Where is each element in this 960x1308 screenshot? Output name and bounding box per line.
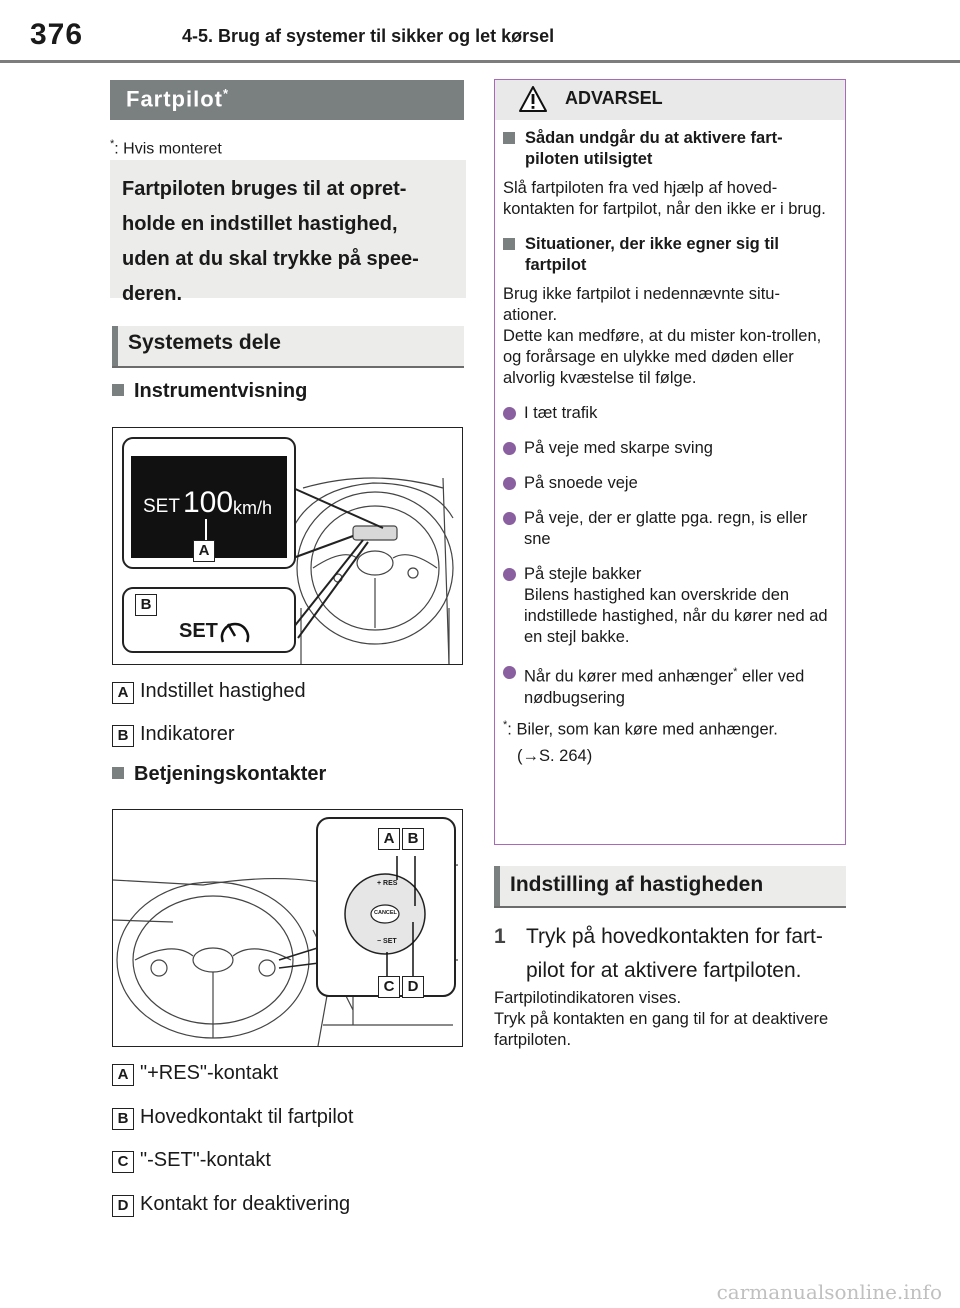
set-label: − SET [377,938,397,945]
legend-text: "-SET"-kontakt [140,1149,271,1171]
indicator-set-text: SET [179,620,218,642]
display-callout-line [205,519,207,541]
situation-note: Bilens hastighed kan overskride den indstillede hastighed, når du kører ned ad en stejl bakke. [524,586,828,646]
callout-b: B [402,828,424,850]
warning-header [495,80,845,120]
situation-text: På snoede veje [524,474,638,492]
callout-c: C [378,976,400,998]
situation-item [503,662,833,709]
page-reference: (→S. 264) [517,747,593,765]
step-line: pilot for at aktivere fartpiloten. [526,959,802,982]
intro-box [110,160,466,305]
instrument-figure [112,427,463,665]
situation-text-rest: eller ved nødbugsering [524,667,805,707]
intro-line: uden at du skal trykke på spee- [122,248,419,270]
page-number: 376 [30,18,84,51]
step-note-line: Tryk på kontakten en gang til for at deaktivere fartpiloten. [494,1010,829,1049]
square-bullet-icon [503,238,515,250]
step-number: 1 [494,925,506,948]
legend-text: Indikatorer [140,723,235,745]
legend-badge: C [112,1151,134,1173]
situation-text: På stejle bakker [524,565,642,583]
section-title: 4-5. Brug af systemer til sikker og let kørsel [182,26,555,46]
speed-section-title: Indstilling af hastigheden [510,873,764,896]
warning-subheading-text: Situationer, der ikke egner sig til fartpilot [525,235,779,274]
callout-b: B [135,594,157,616]
square-bullet-icon [112,384,124,396]
switch-heading-text: Betjeningskontakter [134,763,327,785]
warning-subheading-text: Sådan undgår du at aktivere fart-piloten utilsigtet [525,129,783,168]
intro-line: deren. [122,283,183,305]
legend-item [112,723,235,747]
instrument-illustration [113,428,462,664]
steering-wheel-drawing [293,478,453,664]
warning-body [503,128,833,767]
circle-bullet-icon [503,512,516,525]
situation-footnote-mark: * [733,666,738,678]
situation-item [503,473,833,494]
circle-bullet-icon [503,568,516,581]
warning-title: ADVARSEL [565,88,663,108]
header-divider [0,60,960,63]
instrument-heading [112,380,307,403]
step-1 [494,920,854,988]
parts-section-header [112,326,464,368]
footnote-mark: * [503,718,508,731]
situation-text: Når du kører med anhænger [524,667,734,686]
legend-text: Kontakt for deaktivering [140,1193,351,1215]
callout-d: D [402,976,424,998]
footnote-mark: * [110,138,115,150]
warning-paragraph: Dette kan medføre, at du mister kon-trollen, og forårsage en ulykke med døden eller alvorlig kvæstelse til følge. [503,327,822,387]
instrument-heading-text: Instrumentvisning [134,380,308,402]
display-set-text: SET [143,496,180,517]
footnote-text: : Hvis monteret [114,140,222,158]
legend-badge: B [112,1108,134,1130]
circle-bullet-icon [503,477,516,490]
step-note [494,988,844,1051]
warning-paragraph: Slå fartpiloten fra ved hjælp af hoved-kontakten for fartpilot, når den ikke er i brug. [503,179,826,218]
intro-line: Fartpiloten bruges til at opret- [122,178,407,200]
circle-bullet-icon [503,442,516,455]
legend-text: "+RES"-kontakt [140,1062,279,1084]
warning-paragraph: Brug ikke fartpilot i nedennævnte situ-ationer. [503,285,780,324]
legend-text: Hovedkontakt til fartpilot [140,1106,354,1128]
step-note-line: Fartpilotindikatoren vises. [494,989,682,1007]
callout-a: A [378,828,400,850]
warning-box [494,79,846,845]
callout-a: A [193,540,215,562]
page-title-text: Fartpilot [126,86,223,112]
intro-line: holde en indstillet hastighed, [122,213,398,235]
parts-section-title: Systemets dele [128,331,281,354]
display-unit-text: km/h [233,498,273,518]
legend-badge: D [112,1195,134,1217]
legend-item [112,1106,353,1130]
square-bullet-icon [503,132,515,144]
circle-bullet-icon [503,666,516,679]
warning-subheading [503,234,833,276]
legend-item [112,1193,350,1217]
callout-leader-lines [293,488,383,638]
situation-item [503,564,833,648]
situation-item [503,508,833,550]
legend-text: Indstillet hastighed [140,680,306,702]
res-label: + RES [377,880,398,887]
display-speed-text: 100 [183,486,234,519]
warning-footnote [503,715,833,741]
circle-bullet-icon [503,407,516,420]
warning-footnote-text: : Biler, som kan køre med anhænger. [507,720,778,738]
availability-footnote [110,138,222,158]
situation-text: På veje, der er glatte pga. regn, is eller sne [524,509,808,548]
legend-item [112,1149,271,1173]
legend-item [112,1062,278,1086]
title-footnote-mark: * [223,86,230,101]
watermark: carmanualsonline.info [716,1280,942,1304]
square-bullet-icon [112,767,124,779]
legend-item [112,680,306,704]
situation-text: På veje med skarpe sving [524,439,713,457]
step-line: Tryk på hovedkontakten for fart- [526,925,823,948]
situation-item [503,438,833,459]
legend-badge: B [112,725,134,747]
speed-section-header [494,866,846,908]
legend-badge: A [112,682,134,704]
situation-item [503,403,833,424]
cancel-label: CANCEL [374,910,397,916]
legend-badge: A [112,1064,134,1086]
switch-heading [112,763,326,786]
warning-subheading [503,128,833,170]
situation-text: I tæt trafik [524,404,598,422]
warning-triangle-icon [519,86,547,112]
page-title [110,80,464,120]
switches-figure [112,809,463,1047]
